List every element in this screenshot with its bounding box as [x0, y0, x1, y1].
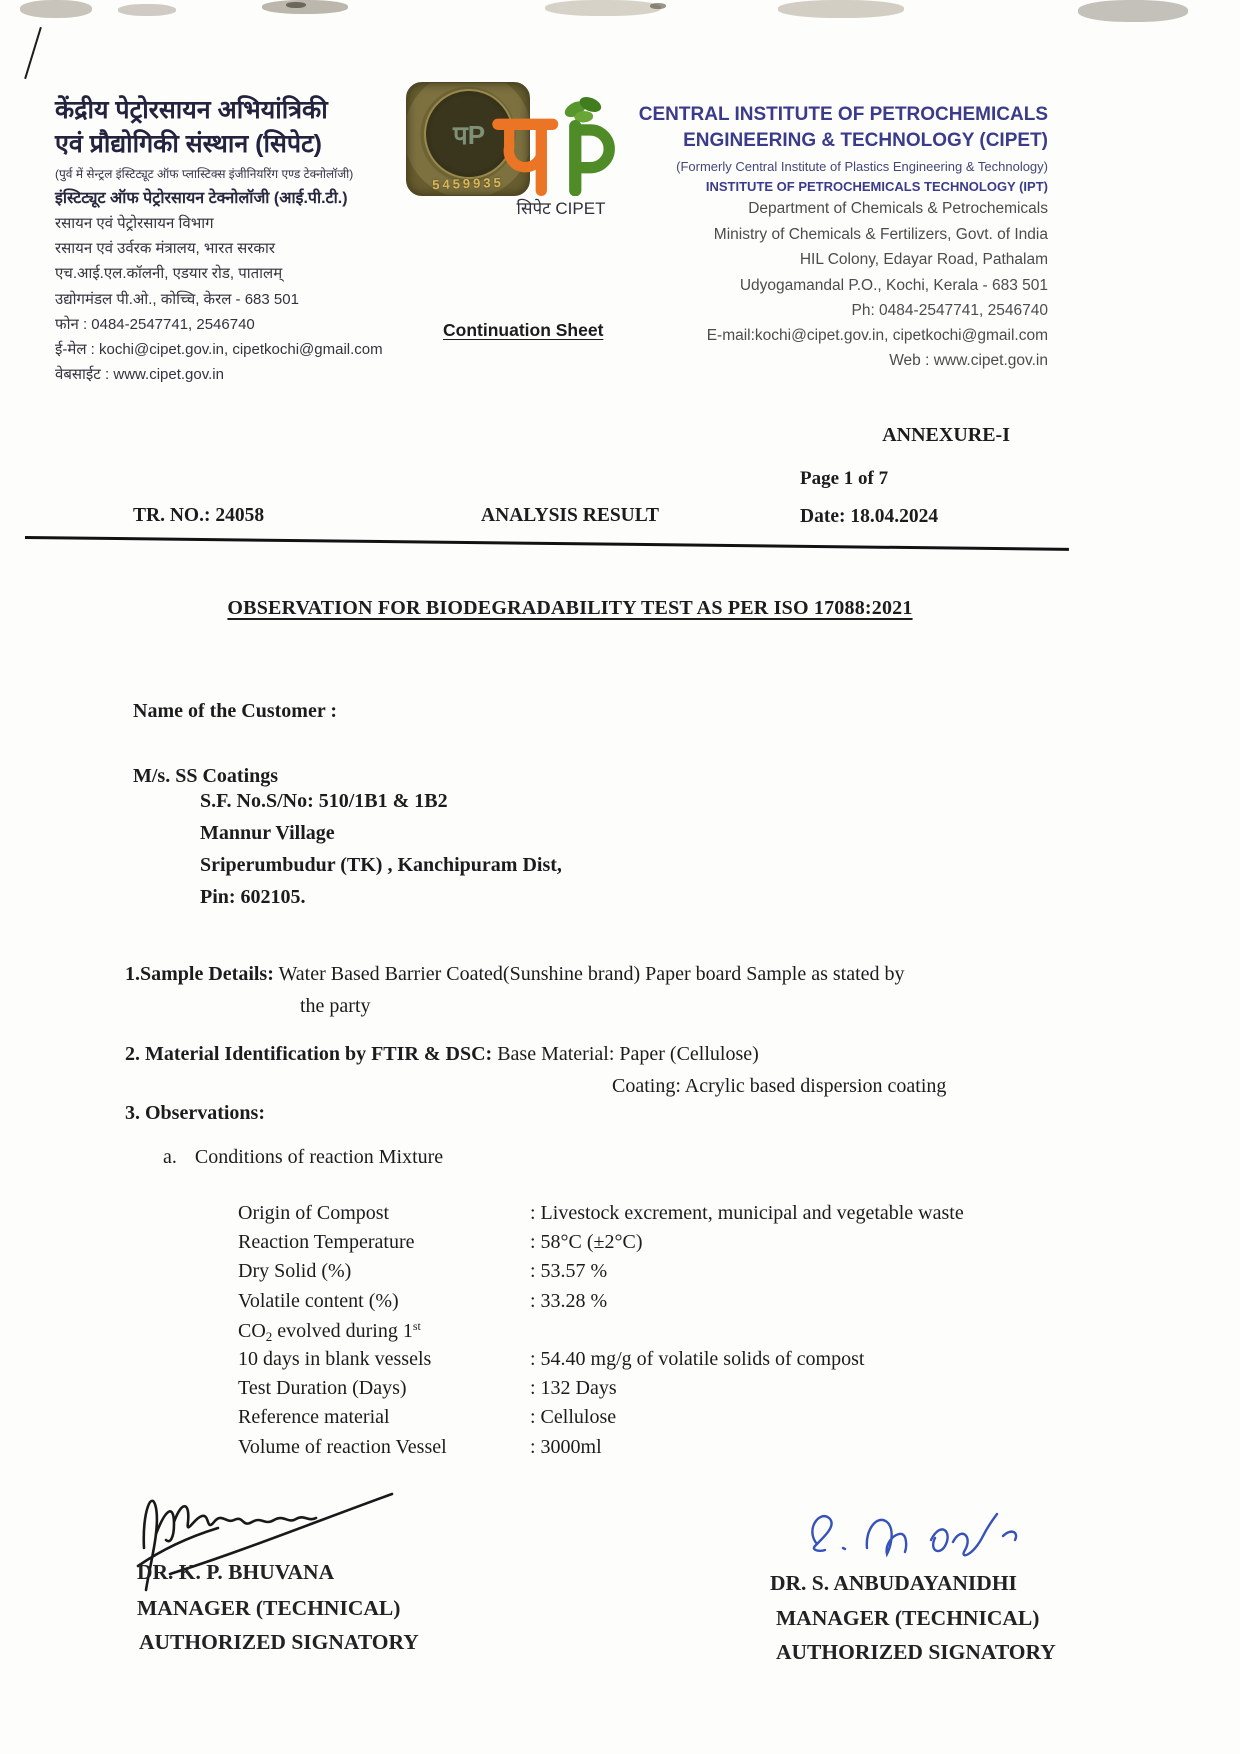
condition-value: : 33.28 %	[530, 1290, 608, 1312]
org-web-hindi: वेबसाईट : www.cipet.gov.in	[55, 366, 224, 383]
scan-artifact	[20, 0, 92, 18]
material-identification	[125, 1043, 759, 1066]
org-address-line1: HIL Colony, Edayar Road, Pathalam	[799, 251, 1048, 268]
org-address-line2: Udyogamandal P.O., Kochi, Kerala - 683 501	[739, 277, 1048, 294]
scan-scratch	[24, 27, 42, 79]
condition-value: : 58°C (±2°C)	[530, 1231, 643, 1253]
customer-address-line: S.F. No.S/No: 510/1B1 & 1B2	[200, 790, 448, 812]
condition-value: : 3000ml	[530, 1436, 602, 1458]
org-email: E-mail:kochi@cipet.gov.in, cipetkochi@gmail.com	[706, 327, 1048, 344]
sample-details-label: 1.Sample Details:	[125, 963, 274, 985]
condition-label: Origin of Compost	[238, 1202, 390, 1224]
customer-address-line: Mannur Village	[200, 822, 335, 844]
signatory-left-name: DR. K. P. BHUVANA	[137, 1560, 335, 1584]
condition-label-co2: $CO_2$ evolved during 1st	[238, 1319, 421, 1344]
hologram-serial-number: 5459935	[431, 174, 505, 193]
continuation-sheet-label: Continuation Sheet	[443, 320, 604, 340]
signatory-right-title: MANAGER (TECHNICAL)	[776, 1606, 1040, 1630]
document-type: ANALYSIS RESULT	[481, 505, 659, 526]
org-formerly-hindi: (पुर्व में सेन्ट्रल इंस्टिट्यूट ऑफ प्लास्टिक्स इंजीनियरिंग एण्ड टेक्नोलॉजी)	[55, 167, 354, 181]
material-identification-label: 2. Material Identification by FTIR & DSC:	[125, 1043, 493, 1065]
scan-artifact	[118, 4, 176, 16]
signature-right-handwriting	[795, 1502, 1045, 1572]
page-number: Page 1 of 7	[800, 468, 889, 489]
condition-row	[0, 1348, 1240, 1378]
condition-row	[0, 1231, 1240, 1261]
conditions-heading: Conditions of reaction Mixture	[194, 1146, 444, 1168]
org-po-hindi: उद्योगमंडल पी.ओ., कोच्चि, केरल - 683 501	[55, 291, 299, 308]
condition-row	[0, 1377, 1240, 1407]
condition-row	[0, 1260, 1240, 1290]
org-department: Department of Chemicals & Petrochemicals	[748, 200, 1048, 217]
condition-value: : 54.40 mg/g of volatile solids of compost	[530, 1348, 865, 1370]
org-phone-hindi: फोन : 0484-2547741, 2546740	[55, 316, 255, 333]
customer-name: M/s. SS Coatings	[133, 765, 279, 787]
customer-address-line: Pin: 602105.	[200, 886, 306, 908]
material-coating-value: Coating: Acrylic based dispersion coating	[612, 1075, 947, 1097]
observations-heading: 3. Observations:	[125, 1102, 265, 1124]
customer-address-line: Sriperumbudur (TK) , Kanchipuram Dist,	[200, 854, 562, 876]
condition-row	[0, 1406, 1240, 1436]
tr-number: TR. NO.: 24058	[133, 505, 265, 526]
condition-label: Test Duration (Days)	[238, 1377, 407, 1399]
org-name-line2: ENGINEERING & TECHNOLOGY (CIPET)	[683, 130, 1048, 151]
scan-artifact	[286, 2, 306, 8]
scan-artifact	[262, 0, 348, 14]
org-ipt-hindi: इंस्टिट्यूट ऑफ पेट्रोरसायन टेक्नोलॉजी (आई.पी.टी.)	[55, 190, 348, 207]
condition-label: Reaction Temperature	[238, 1231, 415, 1253]
condition-row-co2	[0, 1319, 1240, 1349]
condition-label: Dry Solid (%)	[238, 1260, 352, 1282]
scan-artifact	[778, 0, 904, 18]
condition-row	[0, 1436, 1240, 1466]
scan-artifact	[650, 3, 666, 9]
logo-caption: सिपेट CIPET	[516, 199, 606, 218]
org-phone: Ph: 0484-2547741, 2546740	[851, 302, 1048, 319]
org-email-hindi: ई-मेल : kochi@cipet.gov.in, cipetkochi@gmail.com	[55, 341, 383, 358]
conditions-item-label: a.	[163, 1146, 177, 1168]
signatory-right-role: AUTHORIZED SIGNATORY	[776, 1640, 1056, 1664]
org-ministry: Ministry of Chemicals & Fertilizers, Govt. of India	[713, 226, 1048, 243]
hologram-monogram: पP	[452, 120, 486, 150]
condition-label: Reference material	[238, 1406, 390, 1428]
org-dept-hindi: रसायन एवं पेट्रोरसायन विभाग	[55, 215, 214, 232]
condition-label: Volume of reaction Vessel	[238, 1436, 447, 1458]
condition-value: : Livestock excrement, municipal and vegetable waste	[530, 1202, 964, 1224]
condition-label: Volatile content (%)	[238, 1290, 399, 1312]
condition-value: : Cellulose	[530, 1406, 617, 1428]
org-name-hindi-line1: केंद्रीय पेट्रोरसायन अभियांत्रिकी	[55, 96, 328, 124]
condition-row	[0, 1290, 1240, 1320]
signatory-right-name: DR. S. ANBUDAYANIDHI	[770, 1571, 1017, 1595]
condition-value: : 132 Days	[530, 1377, 617, 1399]
signatory-left-role: AUTHORIZED SIGNATORY	[139, 1630, 419, 1654]
org-ipt-line: INSTITUTE OF PETROCHEMICALS TECHNOLOGY (IPT)	[705, 179, 1048, 194]
scan-artifact	[1078, 0, 1188, 22]
org-ministry-hindi: रसायन एवं उर्वरक मंत्रालय, भारत सरकार	[55, 240, 275, 257]
org-website: Web : www.cipet.gov.in	[889, 352, 1048, 369]
report-title: OBSERVATION FOR BIODEGRADABILITY TEST AS PER ISO 17088:2021	[227, 597, 913, 619]
customer-heading: Name of the Customer :	[133, 700, 338, 722]
scan-artifact	[545, 0, 661, 16]
document-date: Date: 18.04.2024	[800, 506, 939, 527]
condition-row	[0, 1202, 1240, 1232]
sample-details-text-2: the party	[300, 995, 371, 1017]
header-divider	[25, 536, 1069, 551]
conditions-item	[163, 1146, 443, 1169]
org-colony-hindi: एच.आई.एल.कॉलनी, एडयार रोड, पातालम्	[55, 265, 283, 282]
cipet-logo-icon	[492, 96, 634, 196]
org-name-hindi-line2: एवं प्रौद्योगिकी संस्थान (सिपेट)	[55, 130, 322, 158]
condition-value: : 53.57 %	[530, 1260, 608, 1282]
org-formerly-line: (Formerly Central Institute of Plastics Engineering & Technology)	[676, 159, 1048, 174]
org-name-line1: CENTRAL INSTITUTE OF PETROCHEMICALS	[638, 104, 1048, 125]
condition-label: 10 days in blank vessels	[238, 1348, 432, 1370]
material-base-value: Base Material: Paper (Cellulose)	[492, 1043, 759, 1065]
annexure-label: ANNEXURE-I	[882, 424, 1010, 446]
sample-details	[125, 963, 905, 986]
sample-details-text: Water Based Barrier Coated(Sunshine brand) Paper board Sample as stated by	[273, 963, 905, 985]
signatory-left-title: MANAGER (TECHNICAL)	[137, 1596, 401, 1620]
